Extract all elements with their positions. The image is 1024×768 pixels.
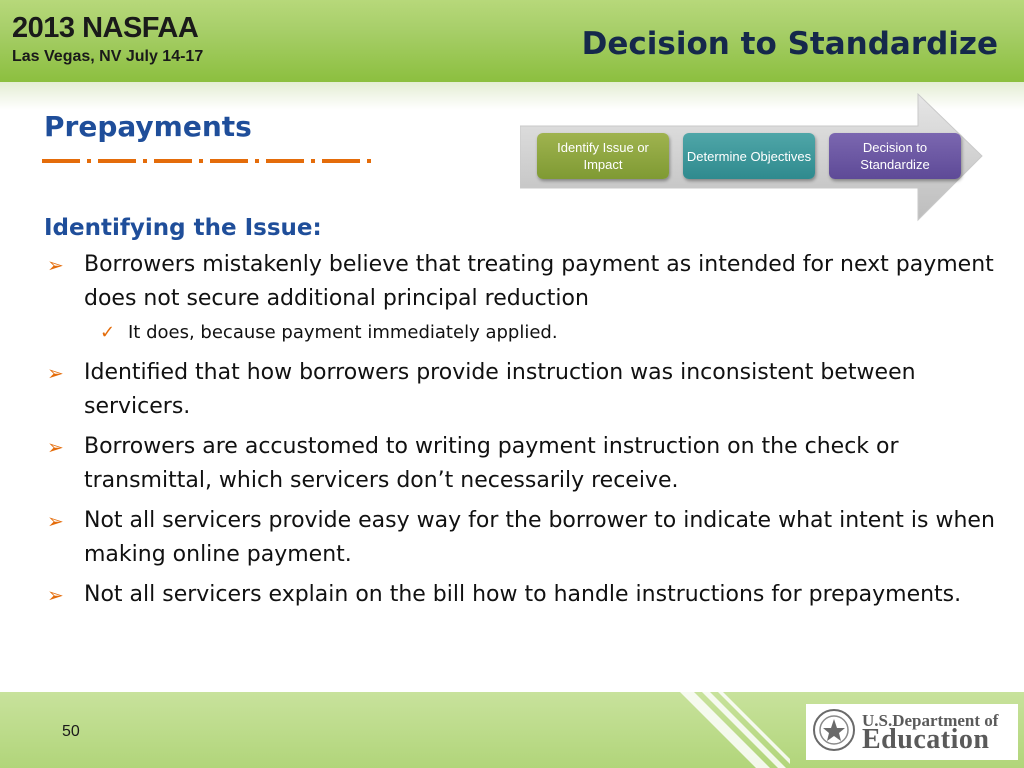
page-number: 50 bbox=[62, 723, 80, 740]
arrow-bullet-icon: ➢ bbox=[47, 583, 64, 607]
process-step-decision-to-standardize: Decision to Standardize bbox=[829, 133, 961, 179]
bullet-item bbox=[44, 248, 1014, 316]
conference-subtitle: Las Vegas, NV July 14-17 bbox=[12, 48, 204, 65]
logo-department-text: U.S.Department of bbox=[862, 711, 999, 730]
process-diagram bbox=[520, 92, 986, 222]
bullet-item bbox=[44, 578, 1014, 612]
arrow-bullet-icon: ➢ bbox=[47, 361, 64, 385]
sub-bullet-text: It does, because payment immediately applied. bbox=[128, 322, 558, 343]
bullet-text: Borrowers are accustomed to writing payment instruction on the check or transmittal, which servicers don’t necessarily receive. bbox=[84, 434, 899, 493]
process-step-identify-issue: Identify Issue or Impact bbox=[537, 133, 669, 179]
arrow-bullet-icon: ➢ bbox=[47, 509, 64, 533]
slide-title: Decision to Standardize bbox=[581, 26, 998, 62]
bullet-text: Identified that how borrowers provide instruction was inconsistent between servicers. bbox=[84, 360, 916, 419]
department-seal-icon bbox=[812, 708, 856, 752]
arrow-bullet-icon: ➢ bbox=[47, 253, 64, 277]
process-step-determine-objectives: Determine Objectives bbox=[683, 133, 815, 179]
bullet-text: Not all servicers provide easy way for the borrower to indicate what intent is when making online payment. bbox=[84, 508, 995, 567]
logo-education-text: Education bbox=[862, 724, 990, 755]
slide-content bbox=[44, 208, 1014, 618]
conference-title: 2013 NASFAA bbox=[12, 12, 199, 44]
bullet-item bbox=[44, 504, 1014, 572]
bullet-text: Borrowers mistakenly believe that treating payment as intended for next payment does not secure additional principal reduction bbox=[84, 252, 994, 311]
bullet-item bbox=[44, 430, 1014, 498]
footer-decoration bbox=[680, 692, 790, 768]
issue-heading: Identifying the Issue: bbox=[44, 215, 322, 241]
section-divider bbox=[42, 158, 398, 164]
checkmark-icon: ✓ bbox=[100, 322, 116, 343]
sub-bullet-item bbox=[44, 320, 1014, 346]
section-title: Prepayments bbox=[44, 110, 252, 143]
bullet-item bbox=[44, 356, 1014, 424]
bullet-text: Not all servicers explain on the bill how to handle instructions for prepayments. bbox=[84, 582, 962, 607]
arrow-bullet-icon: ➢ bbox=[47, 435, 64, 459]
